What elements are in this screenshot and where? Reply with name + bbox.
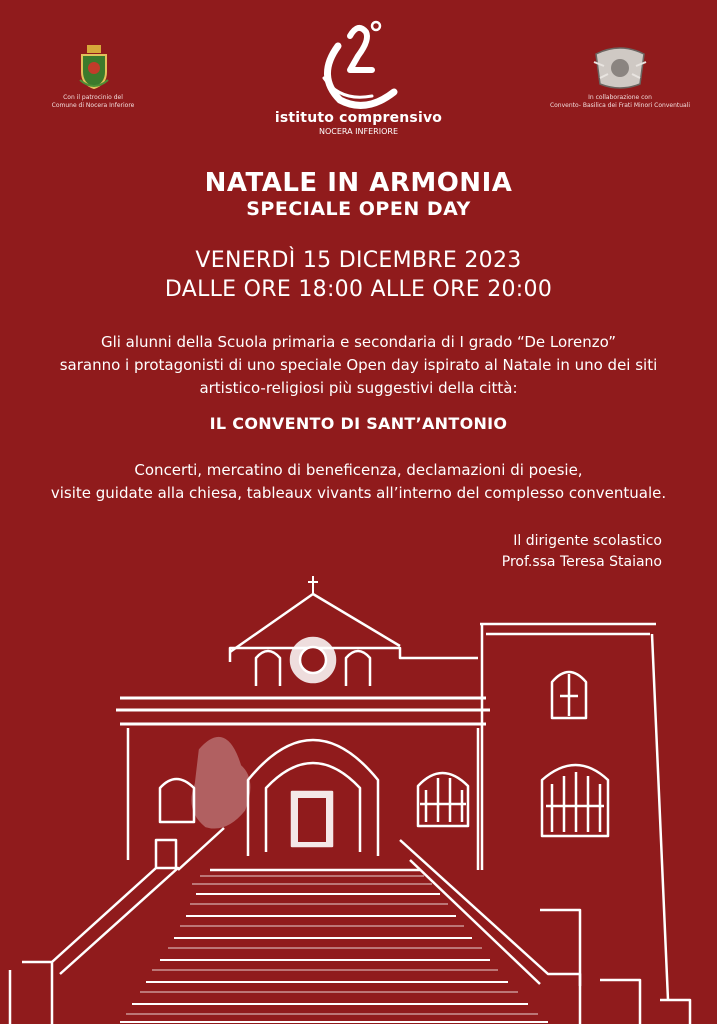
event-location: IL CONVENTO DI SANT’ANTONIO	[209, 414, 508, 433]
event-time: DALLE ORE 18:00 ALLE ORE 20:00	[164, 277, 553, 302]
school-logo-icon	[310, 18, 410, 112]
activities-line-2: visite guidate alla chiesa, tableaux vivants all’interno del complesso conventuale.	[50, 484, 667, 502]
activities-line-1: Concerti, mercatino di beneficenza, declamazioni di poesie,	[134, 461, 583, 479]
description-line-3: artistico-religiosi più suggestivi della città:	[199, 379, 518, 397]
school-logo-title: istituto comprensivo	[274, 110, 443, 126]
coat-of-arms-icon	[78, 44, 110, 90]
signature	[502, 531, 662, 573]
event-date: VENERDÌ 15 DICEMBRE 2023	[195, 248, 522, 273]
school-logo-subtitle: NOCERA INFERIORE	[319, 127, 398, 136]
patronage-line-1: Con il patrocinio del	[63, 94, 123, 101]
event-title: NATALE IN ARMONIA	[204, 168, 513, 198]
signature-name: Prof.ssa Teresa Staiano	[501, 554, 662, 570]
description-line-2: saranno i protagonisti di uno speciale Open day ispirato al Natale in uno dei siti	[59, 356, 658, 374]
patronage-line-2: Comune di Nocera Inferiore	[51, 102, 135, 109]
collaboration-line-2: Convento- Basilica dei Frati Minori Conventuali	[549, 102, 691, 109]
collaboration-line-1: In collaborazione con	[588, 94, 652, 101]
activities	[0, 459, 717, 505]
church-illustration	[0, 570, 717, 1024]
collaboration-text	[540, 94, 700, 110]
signature-role: Il dirigente scolastico	[513, 533, 662, 549]
description-line-1: Gli alunni della Scuola primaria e secondaria di I grado “De Lorenzo”	[100, 333, 617, 351]
description	[0, 331, 717, 400]
event-subtitle: SPECIALE OPEN DAY	[246, 198, 471, 220]
patronage-text	[38, 94, 148, 110]
convent-emblem-icon	[590, 44, 650, 90]
